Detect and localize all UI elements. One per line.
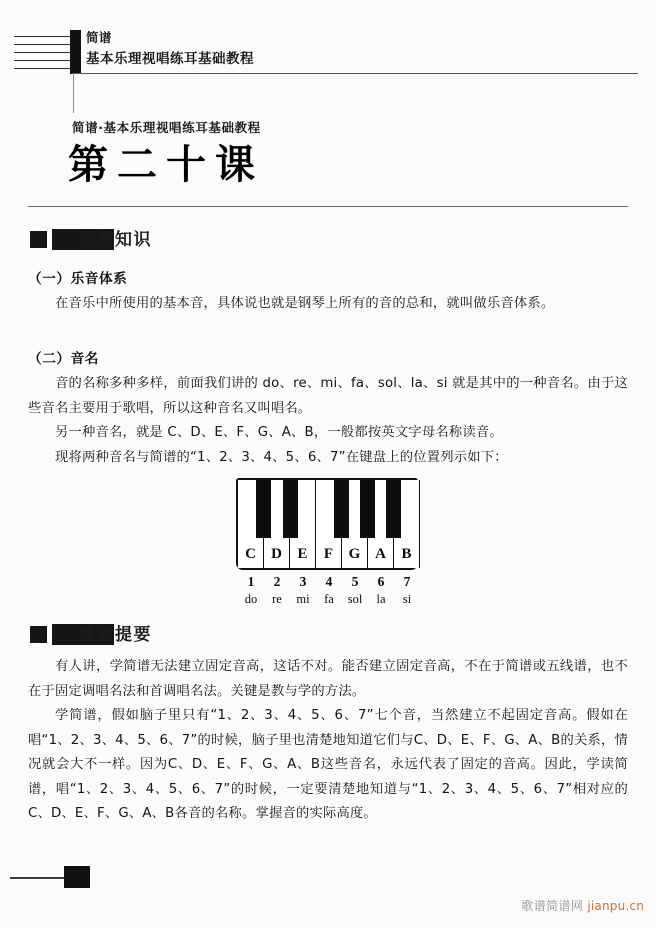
white-key-label: E <box>297 546 308 562</box>
jianpu-number: 6 <box>377 574 385 589</box>
black-key-g-sharp[interactable] <box>360 480 375 538</box>
subsection-note-names <box>28 346 628 470</box>
jianpu-number: 1 <box>247 574 255 589</box>
section-heading-label: 乐理知识 <box>78 230 152 250</box>
header-book-title: 基本乐理视唱练耳基础教程 <box>86 51 254 67</box>
jianpu-number: 5 <box>351 574 359 589</box>
header-black-bar <box>70 30 81 74</box>
watermark-site-en: jianpu.cn <box>587 899 644 913</box>
jianpu-number: 3 <box>299 574 307 589</box>
keyboard-number-row <box>236 574 418 592</box>
breadcrumb: 简谱·基本乐理视唱练耳基础教程 <box>72 120 261 135</box>
solfege-label: la <box>376 592 386 606</box>
solfege-label: fa <box>324 592 334 606</box>
watermark-site-cn: 歌谱简谱网 <box>521 899 584 913</box>
piano-keyboard-figure <box>236 478 420 610</box>
page-number-box <box>64 866 90 888</box>
watermark <box>521 897 644 914</box>
header-vertical-rule <box>73 73 74 113</box>
footer-rule <box>10 877 66 879</box>
section-heading-music-theory <box>30 228 260 254</box>
subsection-label-tone-system: （一）乐音体系 <box>28 271 128 287</box>
paragraph: 另一种音名，就是 C、D、E、F、G、A、B，一般都按英文字母名称读音。 <box>55 425 503 440</box>
solfege-label: mi <box>296 592 310 606</box>
heading-square-marker <box>30 626 47 643</box>
paragraph: 音的名称多种多样，前面我们讲的 do、re、mi、fa、sol、la、si 就是其中的一种音名。由于这些音名主要用于歌唱，所以这种音名又叫唱名。 <box>28 376 629 416</box>
section-heading-reading-guide <box>30 623 260 649</box>
title-divider <box>28 206 628 207</box>
solfege-label: do <box>244 592 258 606</box>
black-key-d-sharp[interactable] <box>283 480 298 538</box>
heading-square-marker <box>30 231 47 248</box>
header-horizontal-rule <box>72 73 638 74</box>
running-header <box>0 28 656 84</box>
black-key-c-sharp[interactable] <box>256 480 271 538</box>
solfege-label: re <box>272 592 282 606</box>
header-text-group <box>86 28 254 70</box>
white-key-label: A <box>375 546 386 562</box>
white-key-label: B <box>401 546 412 562</box>
white-key-label: F <box>323 546 334 562</box>
section-body-reading-guide <box>28 655 628 827</box>
header-series-title: 简谱 <box>86 30 112 45</box>
keyboard-solfege-row <box>236 592 418 610</box>
white-key-label: D <box>271 546 282 562</box>
jianpu-number: 2 <box>273 574 281 589</box>
white-key-label: C <box>245 546 256 562</box>
piano-keyboard <box>236 478 418 570</box>
paragraph: 有人讲，学简谱无法建立固定音高，这话不对。能否建立固定音高，不在于简谱或五线谱，也不在于固定调唱名法和首调唱名法。关键是教与学的方法。 <box>28 659 628 699</box>
black-key-a-sharp[interactable] <box>386 480 401 538</box>
white-key-label: G <box>348 546 361 562</box>
subsection-label-note-names: （二）音名 <box>28 351 99 367</box>
subsection-tone-system <box>28 266 628 317</box>
paragraph: 现将两种音名与简谱的“1、2、3、4、5、6、7”在键盘上的位置列示如下： <box>55 449 508 465</box>
jianpu-number: 4 <box>325 574 333 589</box>
page-title: 第二十课 <box>68 142 264 188</box>
black-key-f-sharp[interactable] <box>334 480 349 538</box>
paragraph: 在音乐中所使用的基本音，具体说也就是钢琴上所有的音的总和，就叫做乐音体系。 <box>55 296 555 311</box>
solfege-label: si <box>402 592 412 606</box>
paragraph: 学简谱，假如脑子里只有“1、2、3、4、5、6、7”七个音，当然建立不起固定音高。假如在唱“1、2、3、4、5、6、7”的时候，脑子里也清楚地知道它们与C、D、E、F、G、A、B的关系，情况就会大不一样。因为C、D、E、F、G、A、B这些音名，永远代表了固定的音高。因此，学读简谱，唱“1、2、3、4、5、6、7”的时候，一定要清楚地知道与“1、2、3、4、5、6、7”相对应的C、D、E、F、G、A、B各音的名称。掌握音的实际高度。 <box>28 708 628 821</box>
solfege-label: sol <box>347 592 363 606</box>
jianpu-number: 7 <box>403 574 411 589</box>
section-heading-label: 读谱提要 <box>78 625 152 645</box>
staff-lines-decoration <box>14 34 72 72</box>
